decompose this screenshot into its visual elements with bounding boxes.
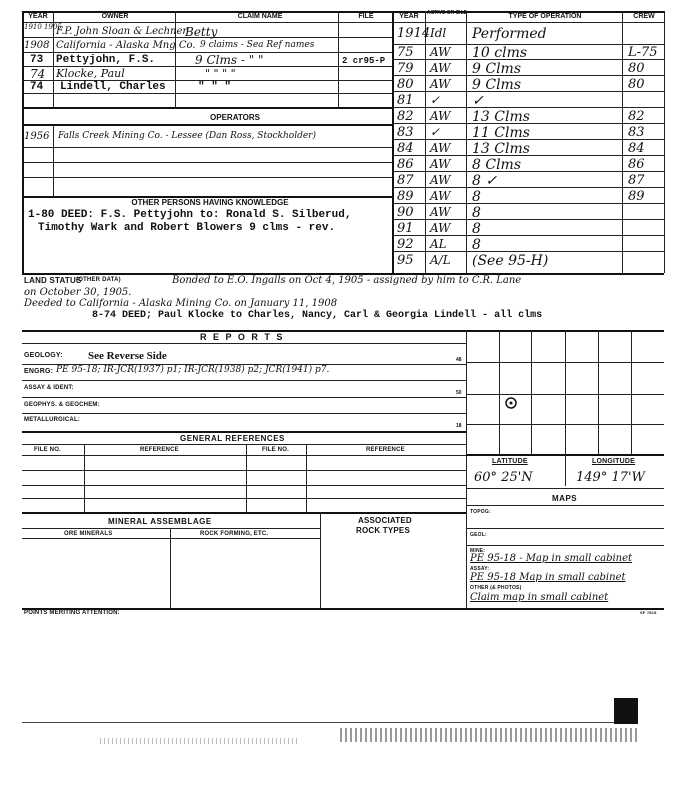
- file-no-header-2: FILE NO.: [262, 447, 289, 453]
- general-refs-title: GENERAL REFERENCES: [180, 434, 285, 443]
- activity-row-active: AW: [430, 45, 451, 59]
- crew-header: CREW: [633, 13, 655, 20]
- latitude-label: LATITUDE: [492, 458, 528, 465]
- activity-row-crew: 83: [628, 125, 645, 140]
- grid-line: [499, 330, 500, 454]
- land-status-line-2: on October 30, 1905.: [24, 287, 132, 298]
- type-operation-header: TYPE OF OPERATION: [508, 13, 582, 20]
- land-status-line-1: Bonded to E.O. Ingalls on Oct 4, 1905 - assigned by him to C.R. Lane: [172, 275, 522, 286]
- assay-map-value: PE 95-18 Map in small cabinet: [470, 572, 626, 583]
- points-meriting-label: POINTS MERITING ATTENTION:: [24, 610, 120, 616]
- activity-row-crew: L-75: [628, 45, 658, 60]
- assoc-title-2: ROCK TYPES: [356, 526, 411, 535]
- owner-row-1-owner: F.P. John Sloan & Lechner: [56, 26, 188, 37]
- general-refs-rule: [22, 431, 466, 433]
- scan-noise: [100, 738, 300, 744]
- row-line: [22, 538, 320, 539]
- reports-rule: [22, 330, 664, 332]
- activity-row-active: AW: [430, 109, 451, 123]
- file-header: FILE: [358, 13, 374, 20]
- land-status-sublabel: (OTHER DATA): [76, 277, 121, 283]
- longitude-label: LONGITUDE: [592, 458, 636, 465]
- row-line: [22, 485, 466, 486]
- row-line: [392, 203, 664, 204]
- col-line: [466, 330, 467, 610]
- owner-row-5-owner: Lindell, Charles: [60, 81, 166, 93]
- col-line: [170, 528, 171, 608]
- longitude-value: 149° 17'W: [576, 470, 645, 485]
- rock-forming-header: ROCK FORMING, ETC.: [200, 531, 269, 537]
- geology-label: GEOLOGY:: [24, 352, 63, 359]
- activity-row-active: AL: [430, 237, 447, 251]
- grid-line: [531, 330, 532, 454]
- other-photos-label: OTHER (& PHOTOS): [470, 585, 522, 591]
- owner-row-2-claim: 9 claims - Sea Ref names: [200, 40, 315, 50]
- topog-label: TOPOG:: [470, 509, 491, 515]
- activity-row-crew: 82: [628, 109, 645, 124]
- activity-row-crew: 86: [628, 157, 645, 172]
- mine-label: MINE:: [470, 548, 486, 554]
- col-line: [622, 11, 623, 273]
- row-line: [22, 455, 466, 456]
- activity-row-year: 84: [397, 141, 414, 156]
- row-line: [22, 380, 466, 381]
- row-line: [392, 75, 664, 76]
- owner-row-1-year: 1910 1905: [24, 23, 62, 31]
- engrg-value: PE 95-18; IR-JCR(1937) p1; IR-JCR(1938) p2; JCR(1941) p7.: [56, 365, 330, 375]
- file-no-header: FILE NO.: [34, 447, 61, 453]
- grid-line: [466, 394, 664, 395]
- owner-row-3-year: 73: [30, 54, 44, 66]
- land-status-line-4: 8-74 DEED; Paul Klocke to Charles, Nancy, Carl & Georgia Lindell - all clms: [92, 310, 543, 321]
- activity-row-type: 8 ✓: [472, 173, 498, 189]
- row-line: [22, 107, 392, 109]
- activity-row-active: AW: [430, 173, 451, 187]
- mine-value: PE 95-18 - Map in small cabinet: [470, 553, 633, 564]
- claim-name-header: CLAIM NAME: [237, 13, 283, 20]
- reference-header: REFERENCE: [140, 447, 179, 453]
- form-number: SF 7818: [640, 610, 657, 615]
- activity-row-crew: 87: [628, 173, 645, 188]
- land-status-label: LAND STATUS: [24, 276, 82, 285]
- activity-year-header: YEAR: [399, 13, 419, 20]
- activity-row-type: 9 Clms: [472, 61, 522, 77]
- activity-row-active: Idl: [430, 26, 447, 40]
- row-line: [392, 219, 664, 220]
- col-line: [466, 11, 467, 273]
- maps-title: MAPS: [552, 494, 578, 503]
- owner-row-4-claim: " " " ": [205, 67, 236, 80]
- margin-number: 48: [456, 357, 462, 363]
- owner-row-2-owner: California - Alaska Mng Co.: [56, 40, 196, 51]
- grid-line: [466, 424, 664, 425]
- row-line: [22, 343, 466, 344]
- section-divider: [392, 11, 394, 273]
- activity-row-type: 9 Clms: [472, 77, 522, 93]
- reference-header-2: REFERENCE: [366, 447, 405, 453]
- activity-row-type: 10 clms: [472, 45, 528, 61]
- activity-row-crew: 89: [628, 189, 645, 204]
- activity-row-year: 86: [397, 157, 414, 172]
- activity-row-year: 75: [397, 45, 414, 60]
- others-line-1: 1-80 DEED: F.S. Pettyjohn to: Ronald S. Silberud,: [28, 209, 352, 221]
- operator-row-1-text: Falls Creek Mining Co. - Lessee (Dan Ross, Stockholder): [58, 131, 316, 141]
- row-line: [392, 187, 664, 188]
- row-line: [392, 235, 664, 236]
- row-line: [22, 413, 466, 414]
- row-line: [392, 59, 664, 60]
- latitude-value: 60° 25'N: [474, 470, 533, 485]
- activity-row-type: 13 Clms: [472, 141, 530, 157]
- activity-row-type: 8 Clms: [472, 157, 522, 173]
- owner-row-5-claim: " " ": [198, 81, 232, 93]
- scan-artifact-line: [22, 722, 622, 723]
- row-line: [392, 91, 664, 92]
- activity-row-year: 89: [397, 189, 414, 204]
- operator-row-1-year: 1956: [24, 131, 50, 142]
- activity-row-active: AW: [430, 157, 451, 171]
- owner-row-4-owner: Klocke, Paul: [56, 67, 125, 80]
- activity-row-year: 87: [397, 173, 414, 188]
- col-line: [320, 512, 321, 608]
- row-line: [392, 107, 664, 108]
- owner-row-2-year: 1908: [24, 40, 50, 51]
- activity-row-active: ✓: [430, 125, 441, 139]
- row-line: [392, 171, 664, 172]
- owner-header: OWNER: [101, 13, 129, 20]
- activity-row-type: 13 Clms: [472, 109, 530, 125]
- others-title: OTHER PERSONS HAVING KNOWLEDGE: [131, 198, 289, 207]
- owner-row-3-owner: Pettyjohn, F.S.: [56, 54, 156, 66]
- margin-number: 50: [456, 390, 462, 396]
- owner-row-4-year: 74: [30, 67, 46, 81]
- owner-row-1-claim: Betty: [185, 25, 218, 39]
- scan-mark: [614, 698, 638, 724]
- activity-row-active: AW: [430, 141, 451, 155]
- grid-line: [631, 330, 632, 454]
- activity-row-year: 91: [397, 221, 414, 236]
- col-line: [246, 444, 247, 512]
- activity-row-active: AW: [430, 205, 451, 219]
- activity-row-year: 80: [397, 77, 414, 92]
- activity-row-crew: 80: [628, 61, 645, 76]
- row-line: [466, 528, 664, 529]
- geophys-label: GEOPHYS. & GEOCHEM:: [24, 402, 100, 408]
- scan-noise: [340, 728, 640, 742]
- land-status-line-3: Deeded to California - Alaska Mining Co. on January 11, 1908: [24, 298, 338, 309]
- activity-row-type: 8: [472, 221, 481, 237]
- ore-minerals-header: ORE MINERALS: [64, 531, 113, 537]
- grid-line: [565, 330, 566, 454]
- owner-row-3-claim: 9 Clms - " ": [195, 53, 264, 67]
- grid-line: [466, 362, 664, 363]
- geol-label: GEOL:: [470, 532, 487, 538]
- assoc-title-1: ASSOCIATED: [358, 516, 412, 525]
- row-line: [22, 498, 466, 499]
- other-photos-value: Claim map in small cabinet: [470, 592, 609, 603]
- mineral-rule: [22, 512, 466, 514]
- activity-row-type: 8: [472, 189, 481, 205]
- geology-value: See Reverse Side: [88, 350, 167, 362]
- row-line: [22, 93, 392, 94]
- row-line: [392, 251, 664, 252]
- row-line: [22, 397, 466, 398]
- activity-row-year: 92: [397, 237, 414, 252]
- col-line: [664, 11, 665, 273]
- grid-line: [598, 330, 599, 454]
- activity-row-active: AW: [430, 61, 451, 75]
- row-line: [22, 444, 466, 445]
- header-rule: [22, 22, 664, 23]
- activity-row-year: 90: [397, 205, 414, 220]
- col-line: [84, 444, 85, 512]
- row-line: [22, 177, 392, 178]
- activity-row-active: ✓: [430, 93, 441, 107]
- activity-row-type: ✓: [472, 93, 484, 109]
- row-line: [466, 488, 664, 489]
- owner-row-5-year: 74: [30, 81, 44, 93]
- col-line: [565, 454, 566, 486]
- activity-row-active: A/L: [430, 253, 451, 267]
- activity-row-year: 95: [397, 253, 414, 268]
- activity-row-year: 1914: [397, 26, 431, 41]
- location-marker-icon: [504, 396, 518, 410]
- others-line-2: Timothy Wark and Robert Blowers 9 clms - rev.: [38, 222, 336, 234]
- margin-number: 18: [456, 423, 462, 429]
- activity-row-year: 82: [397, 109, 414, 124]
- row-line: [466, 505, 664, 506]
- row-line: [22, 162, 392, 163]
- activity-row-type: 8: [472, 237, 481, 253]
- col-line: [53, 124, 54, 196]
- activity-row-active: AW: [430, 221, 451, 235]
- activity-row-year: 81: [397, 93, 414, 108]
- activity-row-type: 11 Clms: [472, 125, 530, 141]
- row-line: [22, 147, 392, 148]
- activity-row-type: 8: [472, 205, 481, 221]
- activity-row-year: 79: [397, 61, 414, 76]
- row-line: [22, 124, 392, 126]
- operators-title: OPERATORS: [210, 113, 260, 122]
- activity-row-crew: 80: [628, 77, 645, 92]
- active-idle-header: ACTIVE OR IDLE: [427, 10, 468, 16]
- activity-row-active: AW: [430, 189, 451, 203]
- col-line: [425, 11, 426, 273]
- mineral-title: MINERAL ASSEMBLAGE: [108, 517, 212, 526]
- reports-title: R E P O R T S: [200, 332, 285, 342]
- activity-row-type: Performed: [472, 26, 547, 42]
- engrg-label: ENGRG:: [24, 368, 54, 375]
- owner-row-3-file: 2 cr95-P: [342, 56, 386, 66]
- row-line: [22, 470, 466, 471]
- row-line: [466, 545, 664, 546]
- activity-row-year: 83: [397, 125, 414, 140]
- activity-row-type: (See 95-H): [472, 253, 549, 269]
- col-line: [306, 444, 307, 512]
- activity-row-active: AW: [430, 77, 451, 91]
- row-line: [22, 528, 320, 529]
- metallurgical-label: METALLURGICAL:: [24, 417, 81, 423]
- assay-map-label: ASSAY:: [470, 566, 490, 572]
- activity-row-crew: 84: [628, 141, 645, 156]
- assay-ident-label: ASSAY & IDENT:: [24, 385, 74, 391]
- owner-year-header: YEAR: [28, 13, 48, 20]
